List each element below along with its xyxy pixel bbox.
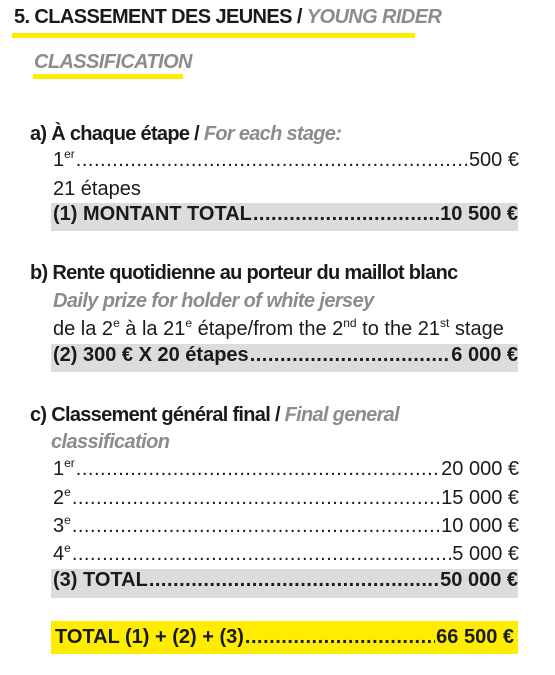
rank-number: 1 <box>53 149 65 171</box>
section-a-heading <box>30 123 341 146</box>
grand-total <box>51 621 518 654</box>
grand-total-label: TOTAL (1) + (2) + (3) <box>55 626 244 648</box>
section-b-total <box>51 344 518 372</box>
leader-dots <box>72 515 440 538</box>
leader-dots <box>250 344 451 367</box>
section-a-heading-en: For each stage: <box>203 123 342 145</box>
rank-number: 4 <box>53 543 65 565</box>
leader-dots <box>76 149 468 172</box>
section-c-total <box>51 569 518 598</box>
ranking-row-1 <box>53 458 519 481</box>
total-value: 50 000 € <box>440 569 518 591</box>
section-b-heading-en: Daily prize for holder of white jersey <box>53 290 374 312</box>
stages-count: 21 étapes <box>53 178 141 200</box>
rank-suffix: er <box>64 456 75 470</box>
total-value: 6 000 € <box>451 344 518 366</box>
section-a-total <box>51 203 518 231</box>
leader-dots <box>72 487 440 510</box>
rank-suffix: e <box>64 541 71 555</box>
total-value: 10 500 € <box>440 203 518 225</box>
total-label: (2) 300 € X 20 étapes <box>53 344 249 366</box>
leader-dots <box>245 621 435 654</box>
leader-dots <box>76 458 440 481</box>
total-label: (1) MONTANT TOTAL <box>53 203 252 225</box>
section-c-heading-en: Final general <box>284 404 399 426</box>
stage-range: de la 2e à la 21e étape/from the 2nd to the 21st stage <box>53 316 504 340</box>
leader-dots <box>72 543 451 566</box>
ranking-row-3 <box>53 515 519 538</box>
section-a-first-row <box>53 149 519 172</box>
ranking-row-2 <box>53 487 519 510</box>
title-fr: 5. CLASSEMENT DES JEUNES / <box>14 6 307 28</box>
section-c-heading-en-cont: classification <box>51 431 170 453</box>
leader-dots <box>149 569 439 592</box>
title-en: YOUNG RIDER <box>306 6 442 28</box>
section-c-heading-fr: c) Classement général final / <box>30 404 285 426</box>
section-b-heading: b) Rente quotidienne au porteur du maillot blanc <box>30 262 458 284</box>
subtitle-underline <box>33 74 183 79</box>
section-c-heading <box>30 404 399 427</box>
prize-value: 500 € <box>468 149 519 171</box>
prize-value: 20 000 € <box>441 458 519 480</box>
ranking-row-4 <box>53 543 519 566</box>
total-label: (3) TOTAL <box>53 569 148 591</box>
rank-suffix: er <box>64 147 75 161</box>
rank-suffix: e <box>64 485 71 499</box>
leader-dots <box>253 203 439 226</box>
rank-suffix: e <box>64 513 71 527</box>
rank-number: 1 <box>53 458 65 480</box>
rank-number: 2 <box>53 487 65 509</box>
prize-value: 10 000 € <box>441 515 519 537</box>
rank-number: 3 <box>53 515 65 537</box>
prize-value: 5 000 € <box>452 543 519 565</box>
grand-total-value: 66 500 € <box>436 626 514 648</box>
section-title <box>14 6 441 29</box>
section-a-heading-fr: a) À chaque étape / <box>30 123 204 145</box>
prize-value: 15 000 € <box>441 487 519 509</box>
section-subtitle: CLASSIFICATION <box>34 51 192 73</box>
title-underline <box>12 33 415 38</box>
